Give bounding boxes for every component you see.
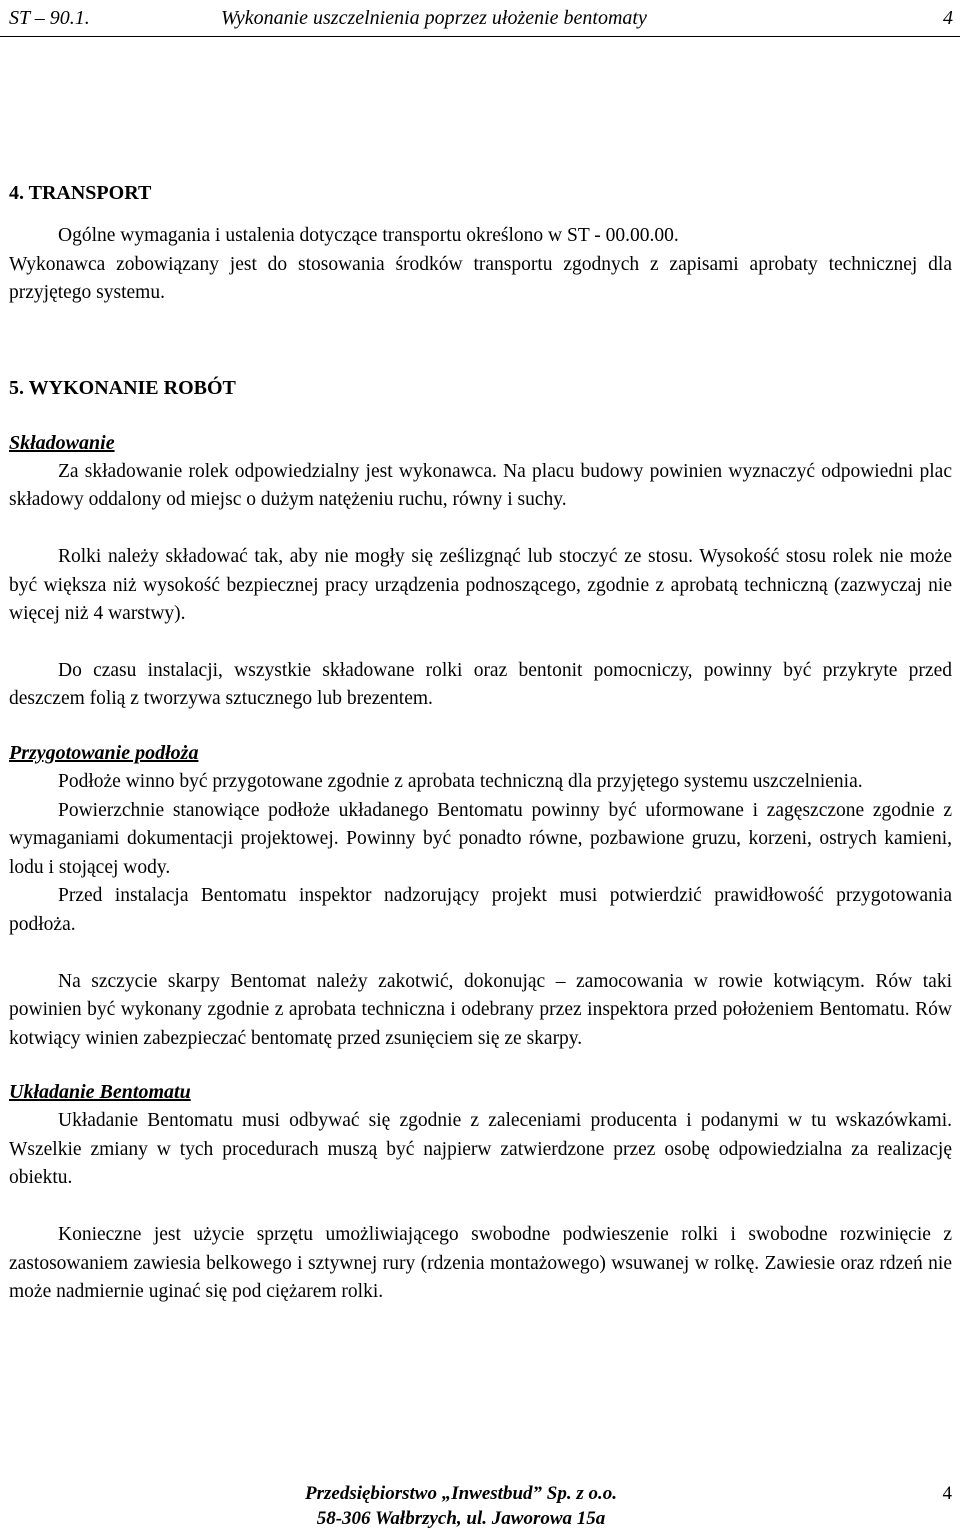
substrate-paragraph-3: Przed instalacja Bentomatu inspektor nadzorujący projekt musi potwierdzić prawidłowość przygotowania podłoża. xyxy=(9,885,952,935)
substrate-paragraph-4: Na szczycie skarpy Bentomat należy zakotwić, dokonując – zamocowania w rowie kotwiącym. Rów taki powinien być wykonany zgodnie z aprobata techniczna i odebrany przez inspektora przed położeniem Bentomatu. Rów kotwiący winien zabezpieczać bentomatę przed zsunięciem się ze skarpy. xyxy=(9,970,952,1049)
storage-paragraph-1: Za składowanie rolek odpowiedzialny jest wykonawca. Na placu budowy powinien wyznaczyć odpowiedni plac składowy oddalony od miejsc o dużym natężeniu ruchu, równy i suchy. xyxy=(9,460,952,511)
document-body xyxy=(9,178,952,1307)
section-4-heading: 4. TRANSPORT xyxy=(9,182,152,204)
transport-paragraph-1: Ogólne wymagania i ustalenia dotyczące transportu określono w ST - 00.00.00. xyxy=(58,225,679,246)
header-page-number: 4 xyxy=(943,7,953,29)
section-5-heading: 5. WYKONANIE ROBÓT xyxy=(9,376,236,399)
laying-subheading: Układanie Bentomatu xyxy=(9,1081,191,1104)
laying-paragraph-2: Konieczne jest użycie sprzętu umożliwiającego swobodne podwieszenie rolki i swobodne rozwinięcie z zastosowaniem zawiesia belkowego i sztywnej rury (rdzenia montażowego) wsuwanej w rolkę. Zawiesie oraz rdzeń nie może nadmiernie uginać się pod ciężarem rolki. xyxy=(9,1224,952,1303)
footer-page-number: 4 xyxy=(942,1483,952,1504)
substrate-subheading: Przygotowanie podłoża xyxy=(9,741,199,764)
footer-company: Przedsiębiorstwo „Inwestbud” Sp. z o.o. xyxy=(305,1483,617,1504)
storage-paragraph-2: Rolki należy składować tak, aby nie mogły się ześlizgnąć lub stoczyć ze stosu. Wysokość stosu rolek nie może być większa niż wysokość bezpiecznej pracy urządzenia podnoszącego, zgodnie z aprobatą techniczną (zazwyczaj nie więcej niż 4 warstwy). xyxy=(9,545,952,625)
substrate-paragraph-1: Podłoże winno być przygotowane zgodnie z aprobata techniczną dla przyjętego systemu uszczelnienia. xyxy=(58,770,863,792)
footer-address: 58-306 Wałbrzych, ul. Jaworowa 15a xyxy=(316,1508,606,1529)
spec-title: Wykonanie uszczelnienia poprzez ułożenie bentomaty xyxy=(221,7,647,29)
storage-paragraph-3: Do czasu instalacji, wszystkie składowane rolki oraz bentonit pomocniczy, powinny być przykryte przed deszczem folią z tworzywa sztucznego lub brezentem. xyxy=(9,659,952,710)
page-header xyxy=(0,0,960,37)
laying-paragraph-1: Układanie Bentomatu musi odbywać się zgodnie z zaleceniami producenta i podanymi w tu wskazówkami. Wszelkie zmiany w tych procedurach muszą być najpierw zatwierdzone przez osobę odpowiedzialna za realizację obiektu. xyxy=(9,1110,952,1189)
substrate-paragraph-2: Powierzchnie stanowiące podłoże układanego Bentomatu powinny być uformowane i zagęszczone zgodnie z wymaganiami dokumentacji projektowej. Powinny być ponadto równe, pozbawione gruzu, korzeni, ostrych kamieni, lodu i stojącej wody. xyxy=(9,799,952,878)
storage-subheading: Składowanie xyxy=(9,431,115,454)
transport-paragraph-2: Wykonawca zobowiązany jest do stosowania środków transportu zgodnych z zapisami aprobaty technicznej dla przyjętego systemu. xyxy=(9,253,952,304)
spec-code: ST – 90.1. xyxy=(9,7,90,29)
page-footer xyxy=(0,1481,960,1531)
